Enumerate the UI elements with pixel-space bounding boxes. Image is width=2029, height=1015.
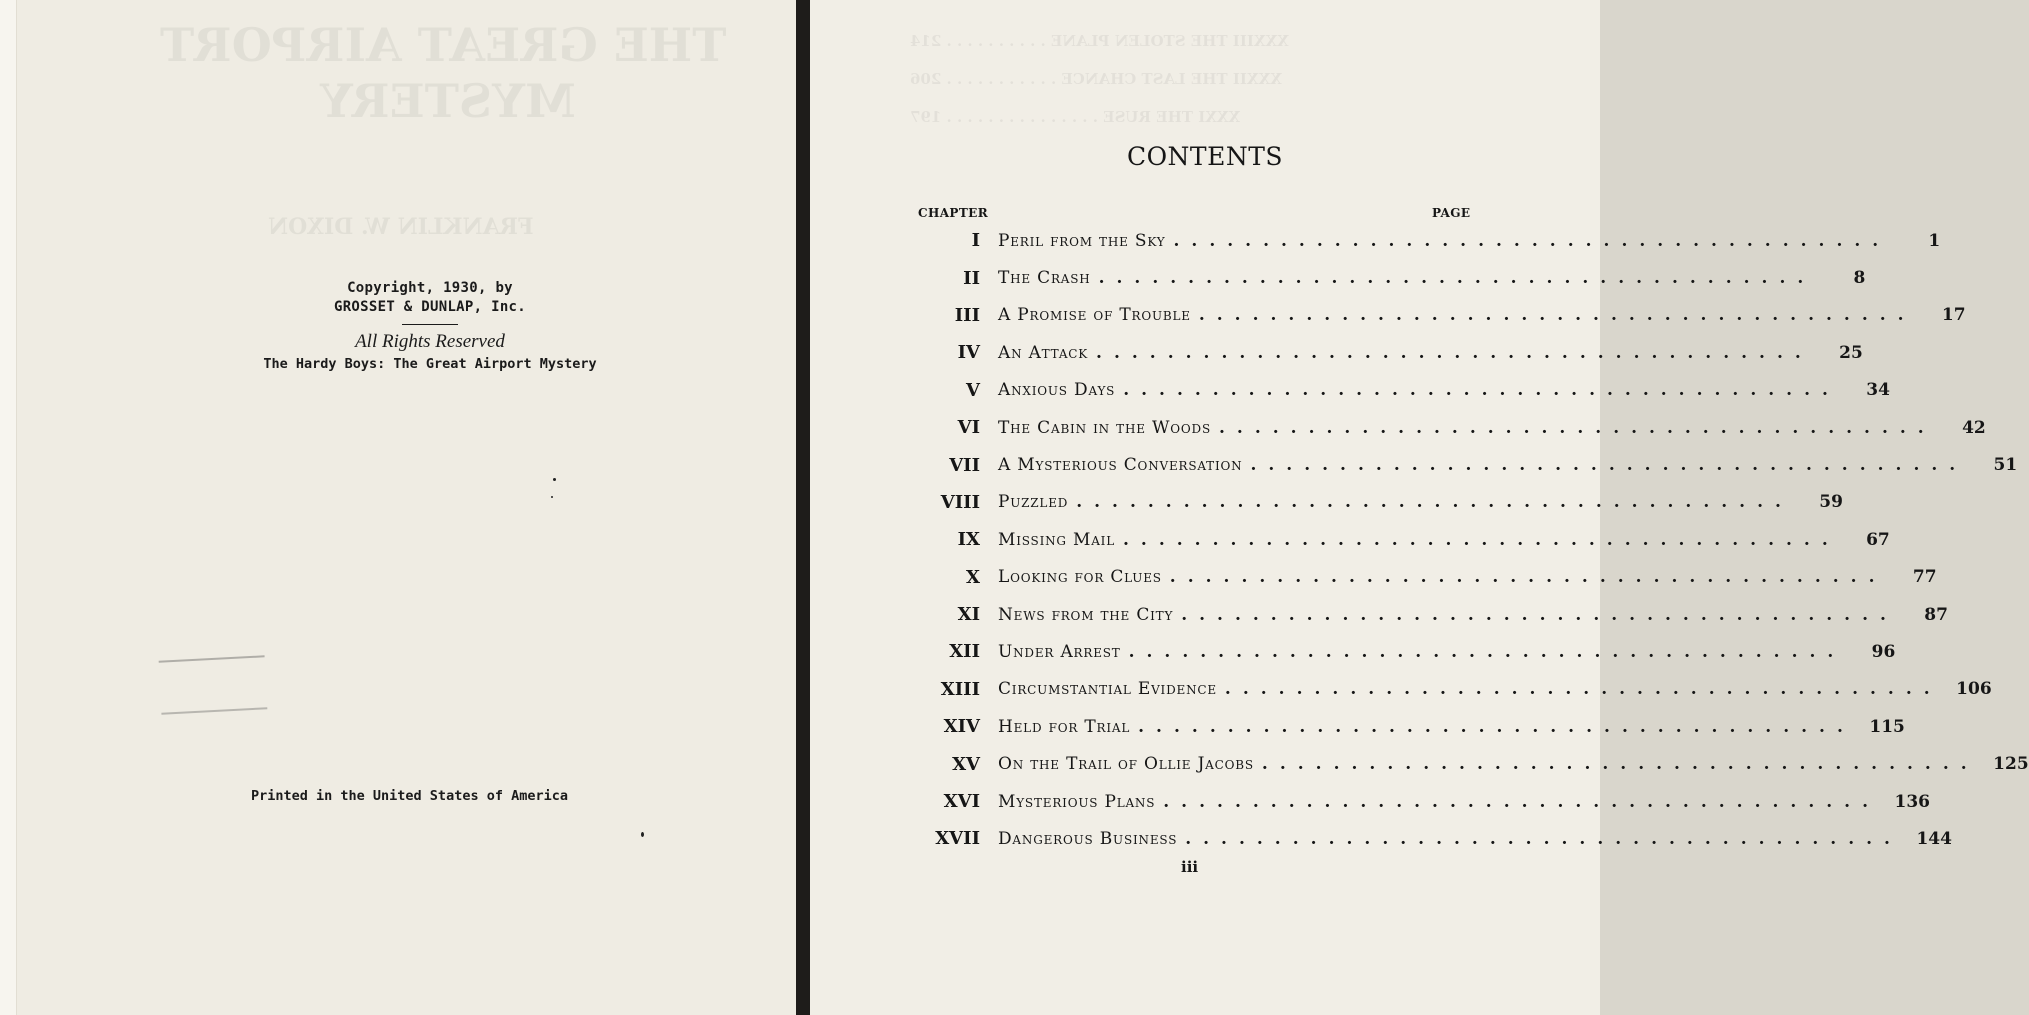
toc-entry bbox=[918, 745, 2029, 782]
chapter-number: XIV bbox=[943, 716, 980, 738]
chapter-page-number: 144 bbox=[1916, 828, 1952, 849]
chapter-number: X bbox=[966, 566, 980, 588]
chapter-title: A Promise of Trouble bbox=[998, 305, 1191, 326]
copyright-block bbox=[230, 280, 630, 372]
series-title: The Hardy Boys: The Great Airport Mystery bbox=[263, 356, 597, 372]
chapter-title: Looking for Clues bbox=[998, 567, 1162, 588]
chapter-title: Peril from the Sky bbox=[998, 230, 1166, 251]
speck bbox=[641, 832, 644, 837]
chapter-number: VII bbox=[949, 454, 980, 476]
chapter-page-number: 77 bbox=[1912, 567, 1937, 588]
page-column-header: PAGE bbox=[1432, 206, 1471, 220]
toc-entry bbox=[918, 596, 1948, 633]
chapter-title: Puzzled bbox=[998, 492, 1069, 513]
dot-leader: ........................................ bbox=[1096, 342, 1813, 363]
chapter-number: XVII bbox=[935, 828, 980, 850]
toc-entry bbox=[918, 259, 1866, 296]
chapter-number: XV bbox=[952, 753, 980, 775]
chapter-number: V bbox=[966, 379, 980, 401]
chapter-title: Held for Trial bbox=[998, 716, 1131, 737]
chapter-number: XVI bbox=[943, 791, 980, 813]
chapter-title: The Crash bbox=[998, 268, 1091, 289]
dot-leader: ........................................ bbox=[1076, 492, 1793, 513]
toc-entry bbox=[918, 222, 1941, 259]
chapter-page-number: 34 bbox=[1866, 380, 1890, 401]
chapter-title: Anxious Days bbox=[998, 380, 1116, 401]
chapter-title: An Attack bbox=[998, 342, 1089, 363]
show-through-text: XXXII THE LAST CHANCE . . . . . . . . . . . 206 bbox=[910, 70, 1282, 88]
chapter-number: IV bbox=[957, 342, 980, 364]
chapter-page-number: 17 bbox=[1941, 305, 1966, 326]
dot-leader: ........................................ bbox=[1224, 679, 1942, 700]
toc-entry bbox=[918, 521, 1890, 558]
chapter-number: XI bbox=[957, 604, 980, 626]
dot-leader: ........................................ bbox=[1138, 716, 1855, 737]
chapter-page-number: 115 bbox=[1869, 716, 1905, 737]
printed-in-line: Printed in the United States of America bbox=[251, 788, 568, 804]
chapter-number: XII bbox=[949, 641, 980, 663]
chapter-title: Missing Mail bbox=[998, 529, 1115, 550]
toc-entry bbox=[918, 559, 1937, 596]
chapter-page-number: 125 bbox=[1993, 754, 2029, 775]
dot-leader: ........................................ bbox=[1123, 380, 1840, 401]
publisher-line: GROSSET & DUNLAP, Inc. bbox=[333, 299, 527, 315]
toc-entry bbox=[918, 334, 1863, 371]
toc-entry bbox=[918, 708, 1905, 745]
toc-entry bbox=[918, 446, 2018, 483]
speck bbox=[553, 478, 556, 481]
dot-leader: ........................................ bbox=[1250, 455, 1968, 476]
dot-leader: ........................................ bbox=[1123, 529, 1840, 550]
book-gutter bbox=[796, 0, 810, 1015]
chapter-page-number: 51 bbox=[1993, 455, 2018, 476]
toc-entry bbox=[918, 783, 1931, 820]
chapter-title: Mysterious Plans bbox=[998, 791, 1156, 812]
show-through-text: XXXI THE RUSE . . . . . . . . . . . . . . . 197 bbox=[910, 108, 1241, 126]
chapter-page-number: 59 bbox=[1819, 492, 1843, 513]
show-through-text: THE GREAT AIRPORT bbox=[160, 18, 727, 72]
chapter-title: On the Trail of Ollie Jacobs bbox=[998, 754, 1254, 775]
dot-leader: ........................................ bbox=[1185, 828, 1902, 849]
dot-leader: ........................................ bbox=[1169, 567, 1887, 588]
page-edge bbox=[0, 0, 17, 1015]
chapter-number: I bbox=[971, 230, 980, 252]
chapter-title: News from the City bbox=[998, 604, 1174, 625]
chapter-title: Circumstantial Evidence bbox=[998, 679, 1217, 700]
page-folio: iii bbox=[1181, 858, 1199, 876]
dot-leader: ........................................ bbox=[1173, 230, 1891, 251]
dot-leader: ........................................ bbox=[1261, 754, 1979, 775]
chapter-page-number: 8 bbox=[1853, 268, 1866, 289]
toc-entry bbox=[918, 372, 1890, 409]
dot-leader: ........................................ bbox=[1098, 268, 1816, 289]
dot-leader: ........................................ bbox=[1128, 641, 1846, 662]
toc-entry bbox=[918, 409, 1986, 446]
toc-entry bbox=[918, 820, 1952, 857]
toc-entry bbox=[918, 633, 1896, 670]
faded-stamp bbox=[159, 655, 268, 714]
rights-reserved: All Rights Reserved bbox=[355, 331, 505, 352]
chapter-page-number: 1 bbox=[1928, 230, 1941, 251]
table-of-contents bbox=[918, 222, 2029, 858]
dot-leader: ........................................ bbox=[1198, 305, 1916, 326]
chapter-page-number: 136 bbox=[1894, 791, 1931, 812]
chapter-number: VI bbox=[957, 417, 980, 439]
dot-leader: ........................................ bbox=[1181, 604, 1898, 625]
toc-entry bbox=[918, 297, 1966, 334]
chapter-column-header: CHAPTER bbox=[918, 206, 989, 220]
chapter-number: IX bbox=[957, 529, 980, 551]
chapter-page-number: 25 bbox=[1839, 342, 1863, 363]
chapter-number: III bbox=[954, 304, 980, 326]
show-through-text: FRANKLIN W. DIXON bbox=[268, 214, 534, 240]
chapter-page-number: 87 bbox=[1924, 604, 1948, 625]
chapter-page-number: 42 bbox=[1962, 417, 1986, 438]
chapter-number: VIII bbox=[940, 491, 980, 513]
chapter-title: Dangerous Business bbox=[998, 828, 1178, 849]
divider bbox=[402, 324, 458, 325]
left-page bbox=[0, 0, 796, 1015]
chapter-number: XIII bbox=[940, 678, 980, 700]
show-through-text: MYSTERY bbox=[320, 74, 576, 128]
chapter-page-number: 67 bbox=[1866, 529, 1890, 550]
chapter-number: II bbox=[963, 267, 980, 289]
dot-leader: ........................................ bbox=[1163, 791, 1881, 812]
toc-entry bbox=[918, 484, 1843, 521]
dot-leader: ........................................ bbox=[1218, 417, 1936, 438]
chapter-title: A Mysterious Conversation bbox=[998, 455, 1243, 476]
copyright-line: Copyright, 1930, by bbox=[347, 280, 513, 296]
chapter-page-number: 106 bbox=[1956, 679, 1992, 700]
chapter-title: Under Arrest bbox=[998, 641, 1121, 662]
speck bbox=[551, 496, 553, 498]
toc-entry bbox=[918, 671, 1992, 708]
show-through-text: XXXIII THE STOLEN PLANE . . . . . . . . . . 214 bbox=[910, 32, 1289, 50]
contents-title: CONTENTS bbox=[1126, 142, 1284, 171]
chapter-title: The Cabin in the Woods bbox=[998, 417, 1211, 438]
chapter-page-number: 96 bbox=[1871, 641, 1896, 662]
